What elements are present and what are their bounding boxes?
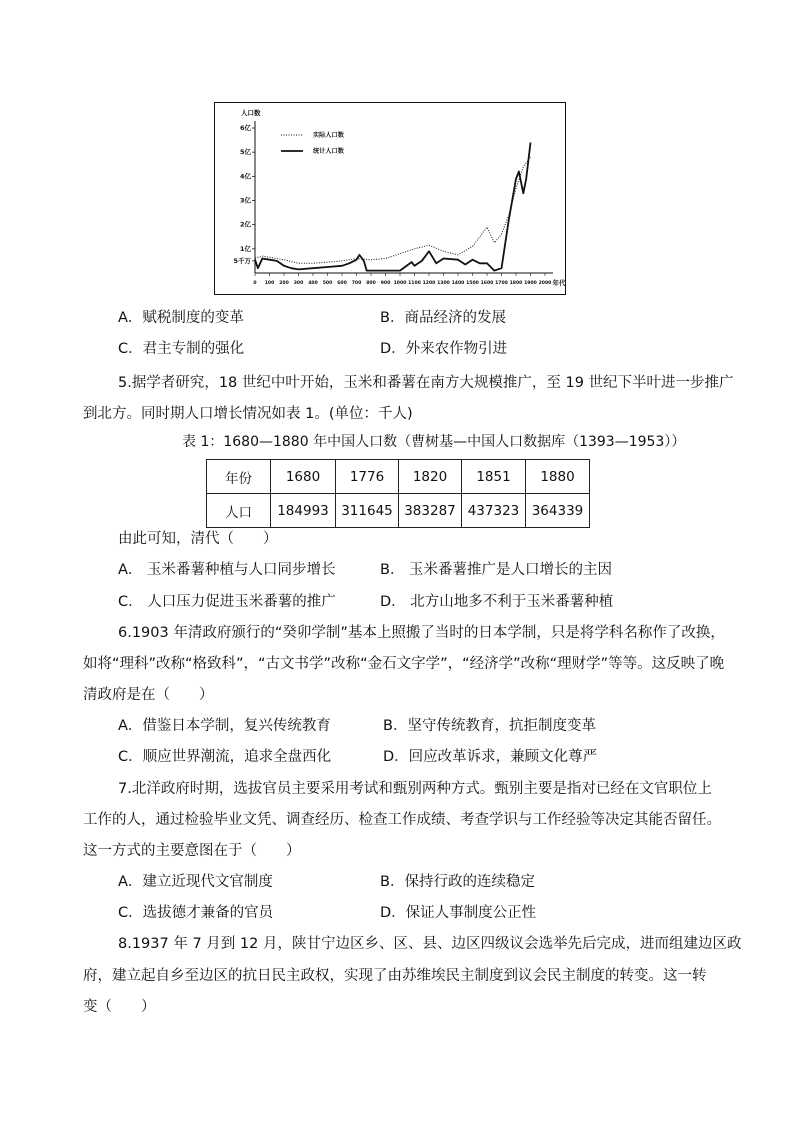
- table-cell: 184993: [271, 494, 336, 528]
- q7-line1: 7.北洋政府时期，选拔官员主要采用考试和甄别两种方式。甄别主要是指对已经在文官职位上: [118, 781, 712, 797]
- legend-label-actual: 实际人口数: [313, 132, 344, 139]
- x-tick-label: 0: [253, 281, 257, 286]
- q4-option-b: B．商品经济的发展: [380, 310, 506, 326]
- q6-option-d: D．回应改革诉求，兼顾文化尊严: [383, 749, 598, 765]
- q4-option-d: D．外来农作物引进: [380, 341, 508, 357]
- x-tick-label: 1500: [466, 281, 479, 286]
- x-tick-label: 1000: [393, 281, 407, 286]
- q7-option-c: C．选拔德才兼备的官员: [118, 905, 274, 921]
- q6-option-c: C．顺应世界潮流，追求全盘西化: [118, 749, 332, 765]
- x-tick-label: 200: [279, 281, 289, 286]
- table-cell: 1880: [526, 460, 590, 494]
- q8-line3: 变（ ）: [83, 999, 156, 1015]
- y-tick-label: 5亿: [239, 148, 251, 157]
- x-tick-label: 1700: [495, 281, 508, 286]
- q8-line1: 8.1937 年 7 月到 12 月，陕甘宁边区乡、区、县、边区四级议会选举先后完成，进而组建边区政: [118, 936, 742, 952]
- x-tick-label: 1900: [524, 281, 537, 286]
- q5-question: 由此可知，清代（ ）: [118, 531, 278, 547]
- q7-line2: 工作的人，通过检验毕业文凭、调查经历、检查工作成绩、考查学识与工作经验等决定其能否留任。: [83, 812, 721, 828]
- x-tick-label: 300: [293, 281, 304, 286]
- q7-option-b: B．保持行政的连续稳定: [380, 874, 535, 890]
- table-cell: 437323: [462, 494, 526, 528]
- population-chart-svg: [215, 103, 567, 296]
- q5-table-caption: 表 1：1680—1880 年中国人口数（曹树基—中国人口数据库（1393—1953））: [182, 434, 686, 450]
- table-cell: 人口: [207, 494, 271, 528]
- q4-option-a: A．赋税制度的变革: [118, 310, 244, 326]
- x-tick-label: 600: [337, 281, 347, 286]
- x-tick-label: 1800: [509, 281, 523, 286]
- q5-option-d: D． 北方山地多不利于玉米番薯种植: [380, 594, 614, 610]
- q5-option-a: A． 玉米番薯种植与人口同步增长: [118, 562, 336, 578]
- q5-option-c: C． 人口压力促进玉米番薯的推广: [118, 594, 336, 610]
- table-cell: 311645: [336, 494, 399, 528]
- q8-line2: 府，建立起自乡至边区的抗日民主政权，实现了由苏维埃民主制度到议会民主制度的转变。这一转: [83, 968, 707, 984]
- y-tick-label: 2亿: [239, 220, 251, 229]
- x-tick-label: 1300: [437, 281, 450, 286]
- x-tick-label: 1400: [451, 281, 465, 286]
- q6-line1: 6.1903 年清政府颁行的“癸卯学制”基本上照搬了当时的日本学制，只是将学科名称作了改换，: [118, 625, 725, 641]
- y-tick-label: 4亿: [239, 172, 251, 181]
- y-tick-label: 1亿: [239, 244, 251, 253]
- legend-label-statistical: 统计人口数: [313, 148, 344, 155]
- x-tick-label: 400: [308, 281, 318, 286]
- x-tick-label: 1600: [480, 281, 494, 286]
- y-tick-label: 3亿: [239, 196, 251, 205]
- x-tick-label: 100: [264, 281, 275, 286]
- y-tick-label: 6亿: [239, 124, 251, 132]
- x-axis-label: 年代: [552, 279, 566, 287]
- table-row: [207, 494, 590, 528]
- x-tick-label: 800: [366, 281, 376, 286]
- table-cell: 364339: [526, 494, 590, 528]
- y-axis-label: 人口数: [241, 109, 261, 117]
- x-tick-label: 700: [351, 281, 362, 286]
- table-cell: 1776: [336, 460, 399, 494]
- q6-option-b: B．坚守传统教育，抗拒制度变革: [383, 718, 596, 734]
- table-cell: 383287: [399, 494, 462, 528]
- table-cell: 年份: [207, 460, 271, 494]
- table-row: [207, 460, 590, 494]
- x-tick-label: 2000: [538, 281, 552, 286]
- x-tick-label: 900: [380, 281, 391, 286]
- series-line-statistical: [255, 143, 531, 271]
- q7-line3: 这一方式的主要意图在于（ ）: [83, 843, 301, 859]
- q6-option-a: A．借鉴日本学制，复兴传统教育: [118, 718, 331, 734]
- q5-stem-line2: 到北方。同时期人口增长情况如表 1。(单位：千人): [83, 406, 413, 422]
- table-cell: 1851: [462, 460, 526, 494]
- series-line-actual: [255, 157, 531, 263]
- population-table: [206, 459, 590, 528]
- q5-option-b: B． 玉米番薯推广是人口增长的主因: [380, 562, 613, 578]
- q5-stem-line1: 5.据学者研究，18 世纪中叶开始，玉米和番薯在南方大规模推广，至 19 世纪下半叶进一步推广: [118, 375, 734, 391]
- x-tick-label: 1200: [422, 281, 436, 286]
- q6-line2: 如将“理科”改称“格致科”，“古文书学”改称“金石文字学”，“经济学”改称“理财学”等等。这反映了晚: [83, 656, 725, 672]
- q7-option-d: D．保证人事制度公正性: [380, 905, 537, 921]
- x-tick-label: 1100: [408, 281, 421, 286]
- table-cell: 1680: [271, 460, 336, 494]
- population-chart: [214, 102, 566, 295]
- q6-line3: 清政府是在（ ）: [83, 687, 214, 703]
- q7-option-a: A．建立近现代文官制度: [118, 874, 273, 890]
- table-cell: 1820: [399, 460, 462, 494]
- y-tick-label: 5千万: [233, 256, 251, 265]
- q4-option-c: C．君主专制的强化: [118, 341, 245, 357]
- x-tick-label: 500: [322, 281, 333, 286]
